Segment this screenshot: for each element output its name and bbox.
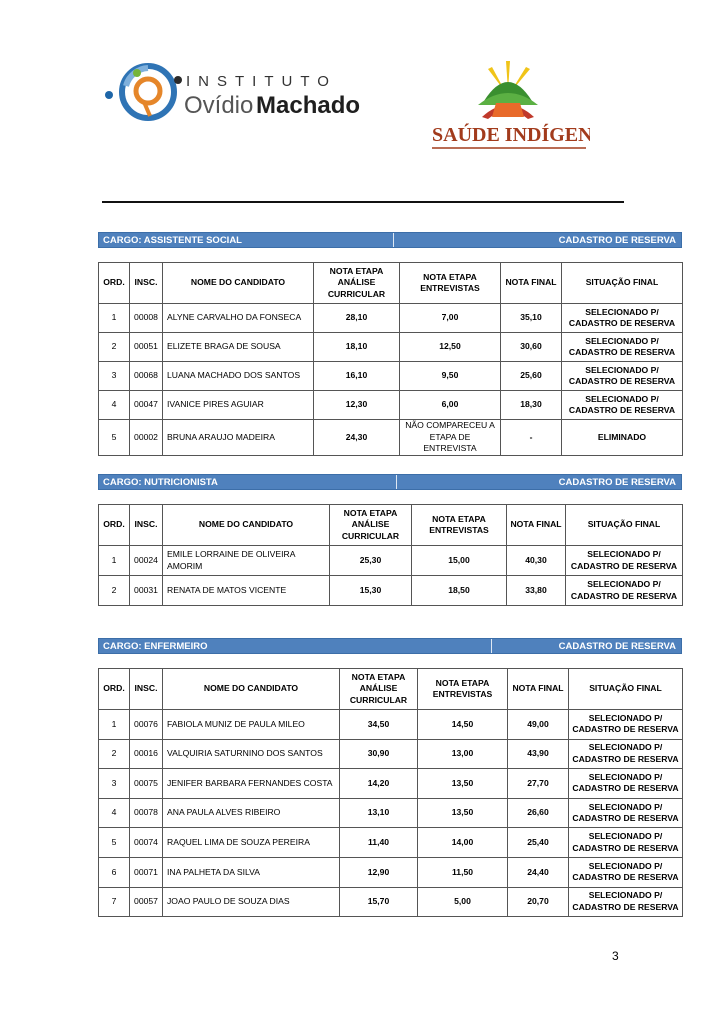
header-ord: ORD.	[99, 505, 130, 546]
cell-situacao: SELECIONADO P/ CADASTRO DE RESERVA	[562, 391, 683, 420]
cell-final: 24,40	[508, 857, 569, 887]
cell-nome: EMILE LORRAINE DE OLIVEIRA AMORIM	[163, 546, 330, 576]
saude-indigena-logo	[428, 57, 590, 159]
cell-nome: FABIOLA MUNIZ DE PAULA MILEO	[163, 710, 340, 740]
cell-final: 35,10	[501, 304, 562, 333]
header-ord: ORD.	[99, 669, 130, 710]
cargo-title: CARGO: NUTRICIONISTA	[103, 476, 218, 488]
table-row	[99, 420, 683, 456]
cell-entrevista: NÃO COMPARECEU A ETAPA DE ENTREVISTA	[400, 420, 501, 456]
cell-insc: 00008	[130, 304, 163, 333]
cell-curricular: 16,10	[314, 362, 400, 391]
table-row	[99, 828, 683, 858]
cell-curricular: 18,10	[314, 333, 400, 362]
cell-final: -	[501, 420, 562, 456]
cell-final: 25,60	[501, 362, 562, 391]
cell-entrevista: 14,00	[418, 828, 508, 858]
cell-nome: RENATA DE MATOS VICENTE	[163, 576, 330, 606]
header-situacao: SITUAÇÃO FINAL	[566, 505, 683, 546]
cell-nome: JOAO PAULO DE SOUZA DIAS	[163, 887, 340, 917]
header-final: NOTA FINAL	[507, 505, 566, 546]
cell-ord: 6	[99, 857, 130, 887]
section-assistente-social	[98, 232, 682, 456]
cell-curricular: 14,20	[340, 769, 418, 799]
cell-nome: VALQUIRIA SATURNINO DOS SANTOS	[163, 739, 340, 769]
header-situacao: SITUAÇÃO FINAL	[569, 669, 683, 710]
instituto-ovidio-machado-logo	[100, 58, 360, 128]
header-entrevistas: NOTA ETAPA ENTREVISTAS	[412, 505, 507, 546]
cell-insc: 00068	[130, 362, 163, 391]
header-final: NOTA FINAL	[508, 669, 569, 710]
page-number: 3	[612, 949, 619, 963]
cell-ord: 3	[99, 362, 130, 391]
table-row	[99, 739, 683, 769]
cell-situacao: ELIMINADO	[562, 420, 683, 456]
cell-insc: 00002	[130, 420, 163, 456]
cell-situacao: SELECIONADO P/ CADASTRO DE RESERVA	[569, 710, 683, 740]
results-table	[98, 262, 683, 456]
cell-ord: 5	[99, 828, 130, 858]
cell-situacao: SELECIONADO P/ CADASTRO DE RESERVA	[569, 857, 683, 887]
cell-ord: 4	[99, 798, 130, 828]
cell-insc: 00024	[130, 546, 163, 576]
cell-ord: 2	[99, 333, 130, 362]
cell-entrevista: 6,00	[400, 391, 501, 420]
cell-nome: ANA PAULA ALVES RIBEIRO	[163, 798, 340, 828]
section-nutricionista	[98, 474, 682, 606]
cell-entrevista: 15,00	[412, 546, 507, 576]
header-ord: ORD.	[99, 263, 130, 304]
cell-final: 49,00	[508, 710, 569, 740]
results-table	[98, 668, 683, 917]
cargo-title: CARGO: ASSISTENTE SOCIAL	[103, 234, 242, 246]
cell-situacao: SELECIONADO P/ CADASTRO DE RESERVA	[569, 828, 683, 858]
header-entrevistas: NOTA ETAPA ENTREVISTAS	[400, 263, 501, 304]
cell-entrevista: 9,50	[400, 362, 501, 391]
cell-entrevista: 13,00	[418, 739, 508, 769]
cell-nome: LUANA MACHADO DOS SANTOS	[163, 362, 314, 391]
table-row	[99, 887, 683, 917]
cell-ord: 1	[99, 304, 130, 333]
cell-entrevista: 5,00	[418, 887, 508, 917]
cell-ord: 2	[99, 576, 130, 606]
cell-curricular: 11,40	[340, 828, 418, 858]
cell-entrevista: 13,50	[418, 798, 508, 828]
header-nome: NOME DO CANDIDATO	[163, 505, 330, 546]
cell-curricular: 30,90	[340, 739, 418, 769]
cell-curricular: 12,90	[340, 857, 418, 887]
cargo-bar	[98, 638, 682, 654]
cell-nome: ALYNE CARVALHO DA FONSECA	[163, 304, 314, 333]
header-curricular: NOTA ETAPA ANÁLISE CURRICULAR	[314, 263, 400, 304]
cell-insc: 00078	[130, 798, 163, 828]
table-row	[99, 333, 683, 362]
cargo-type: CADASTRO DE RESERVA	[558, 234, 676, 246]
cell-entrevista: 18,50	[412, 576, 507, 606]
cell-curricular: 15,70	[340, 887, 418, 917]
cell-curricular: 12,30	[314, 391, 400, 420]
cell-ord: 1	[99, 710, 130, 740]
cell-ord: 7	[99, 887, 130, 917]
cell-situacao: SELECIONADO P/ CADASTRO DE RESERVA	[562, 304, 683, 333]
cell-final: 20,70	[508, 887, 569, 917]
table-row	[99, 576, 683, 606]
header-curricular: NOTA ETAPA ANÁLISE CURRICULAR	[340, 669, 418, 710]
cell-ord: 3	[99, 769, 130, 799]
cell-entrevista: 7,00	[400, 304, 501, 333]
cell-insc: 00047	[130, 391, 163, 420]
table-row	[99, 798, 683, 828]
cell-curricular: 13,10	[340, 798, 418, 828]
header-nome: NOME DO CANDIDATO	[163, 669, 340, 710]
header-final: NOTA FINAL	[501, 263, 562, 304]
cell-curricular: 24,30	[314, 420, 400, 456]
cell-nome: ELIZETE BRAGA DE SOUSA	[163, 333, 314, 362]
cargo-type: CADASTRO DE RESERVA	[558, 640, 676, 652]
cell-nome: RAQUEL LIMA DE SOUZA PEREIRA	[163, 828, 340, 858]
cell-insc: 00031	[130, 576, 163, 606]
cell-entrevista: 11,50	[418, 857, 508, 887]
cell-situacao: SELECIONADO P/ CADASTRO DE RESERVA	[566, 546, 683, 576]
cell-curricular: 34,50	[340, 710, 418, 740]
svg-text:Ovídio: Ovídio	[184, 92, 254, 119]
header-entrevistas: NOTA ETAPA ENTREVISTAS	[418, 669, 508, 710]
cell-final: 43,90	[508, 739, 569, 769]
cell-insc: 00051	[130, 333, 163, 362]
header-divider	[102, 201, 624, 203]
cell-final: 25,40	[508, 828, 569, 858]
cell-curricular: 15,30	[330, 576, 412, 606]
header-insc: INSC.	[130, 669, 163, 710]
cell-ord: 4	[99, 391, 130, 420]
cell-situacao: SELECIONADO P/ CADASTRO DE RESERVA	[566, 576, 683, 606]
cell-nome: BRUNA ARAUJO MADEIRA	[163, 420, 314, 456]
cell-ord: 1	[99, 546, 130, 576]
table-row	[99, 710, 683, 740]
svg-text:Machado: Machado	[256, 92, 360, 119]
cell-curricular: 28,10	[314, 304, 400, 333]
cell-insc: 00074	[130, 828, 163, 858]
cell-final: 30,60	[501, 333, 562, 362]
cell-situacao: SELECIONADO P/ CADASTRO DE RESERVA	[562, 362, 683, 391]
cell-insc: 00075	[130, 769, 163, 799]
header-curricular: NOTA ETAPA ANÁLISE CURRICULAR	[330, 505, 412, 546]
cell-nome: INA PALHETA DA SILVA	[163, 857, 340, 887]
header-insc: INSC.	[130, 263, 163, 304]
table-row	[99, 304, 683, 333]
cargo-bar	[98, 232, 682, 248]
cargo-bar	[98, 474, 682, 490]
cell-entrevista: 12,50	[400, 333, 501, 362]
cell-situacao: SELECIONADO P/ CADASTRO DE RESERVA	[562, 333, 683, 362]
table-row	[99, 362, 683, 391]
cell-situacao: SELECIONADO P/ CADASTRO DE RESERVA	[569, 798, 683, 828]
svg-text:SAÚDE INDÍGENA: SAÚDE INDÍGENA	[432, 124, 590, 146]
cargo-type: CADASTRO DE RESERVA	[558, 476, 676, 488]
table-row	[99, 391, 683, 420]
section-enfermeiro	[98, 638, 682, 917]
cell-insc: 00016	[130, 739, 163, 769]
cell-final: 40,30	[507, 546, 566, 576]
cell-nome: JENIFER BARBARA FERNANDES COSTA	[163, 769, 340, 799]
table-row	[99, 546, 683, 576]
results-table	[98, 504, 683, 606]
cell-final: 18,30	[501, 391, 562, 420]
cargo-title: CARGO: ENFERMEIRO	[103, 640, 208, 652]
cell-final: 33,80	[507, 576, 566, 606]
cell-final: 27,70	[508, 769, 569, 799]
cell-insc: 00071	[130, 857, 163, 887]
table-row	[99, 857, 683, 887]
cell-nome: IVANICE PIRES AGUIAR	[163, 391, 314, 420]
cell-insc: 00057	[130, 887, 163, 917]
cell-situacao: SELECIONADO P/ CADASTRO DE RESERVA	[569, 739, 683, 769]
cell-situacao: SELECIONADO P/ CADASTRO DE RESERVA	[569, 769, 683, 799]
cell-entrevista: 13,50	[418, 769, 508, 799]
cell-insc: 00076	[130, 710, 163, 740]
cell-ord: 2	[99, 739, 130, 769]
svg-text:INSTITUTO: INSTITUTO	[186, 73, 337, 90]
cell-ord: 5	[99, 420, 130, 456]
cell-final: 26,60	[508, 798, 569, 828]
cell-curricular: 25,30	[330, 546, 412, 576]
header-situacao: SITUAÇÃO FINAL	[562, 263, 683, 304]
cell-situacao: SELECIONADO P/ CADASTRO DE RESERVA	[569, 887, 683, 917]
table-row	[99, 769, 683, 799]
header-insc: INSC.	[130, 505, 163, 546]
header-nome: NOME DO CANDIDATO	[163, 263, 314, 304]
cell-entrevista: 14,50	[418, 710, 508, 740]
